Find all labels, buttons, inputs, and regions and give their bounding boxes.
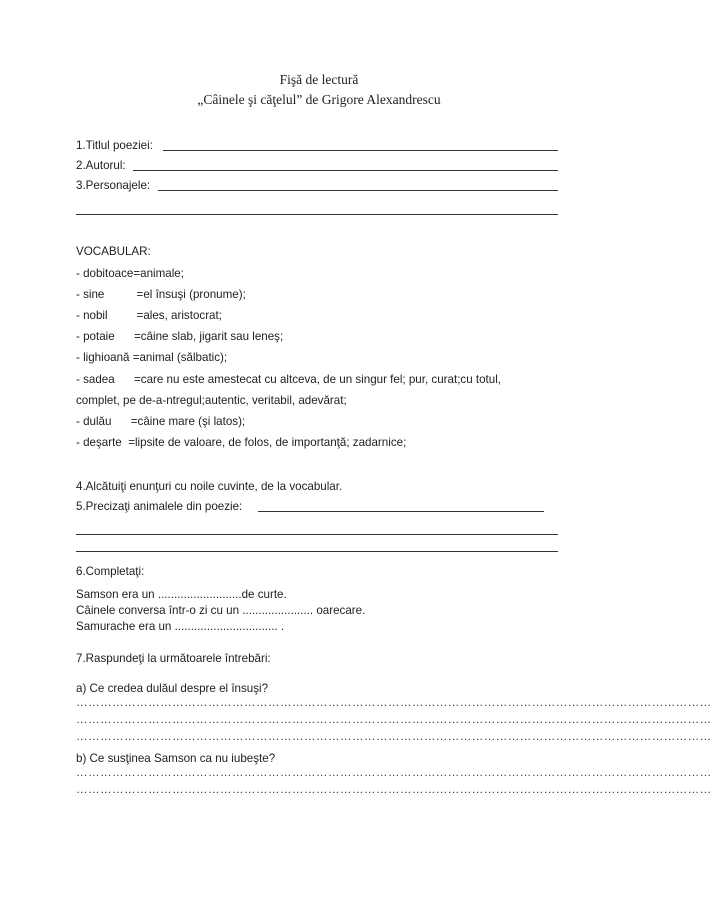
question-b: b) Ce susţinea Samson ca nu iubeşte? bbox=[76, 752, 276, 765]
vocabulary-item: - deşarte =lipsite de valoare, de folos, de importanţă; zadarnice; bbox=[76, 436, 407, 449]
fill-in-sentence: Samurache era un ................................ . bbox=[76, 620, 285, 633]
vocabulary-item: - sine =el însuşi (pronume); bbox=[76, 288, 246, 301]
question-sentences: 4.Alcătuiţi enunţuri cu noile cuvinte, de la vocabular. bbox=[76, 480, 343, 493]
vocabulary-item: - sadea =care nu este amestecat cu altceva, de un singur fel; pur, curat;cu totul, bbox=[76, 373, 502, 386]
answer-dotted-line[interactable]: …………………………………………………………………………………………………………………………………………… bbox=[76, 696, 712, 709]
vocabulary-item: - dulău =câine mare (şi latos); bbox=[76, 415, 246, 428]
answer-line-characters[interactable] bbox=[158, 179, 558, 191]
answer-dotted-line[interactable]: …………………………………………………………………………………………………………………………………………… bbox=[76, 713, 712, 726]
answer-line-title[interactable] bbox=[163, 139, 558, 151]
worksheet-subtitle: „Câinele şi căţelul” de Grigore Alexandrescu bbox=[197, 92, 441, 107]
answer-dotted-line[interactable]: …………………………………………………………………………………………………………………………………………… bbox=[76, 766, 712, 779]
fill-in-sentence: Câinele conversa într-o zi cu un ...................... oarecare. bbox=[76, 604, 366, 617]
vocabulary-heading: VOCABULAR: bbox=[76, 245, 151, 258]
answer-line-animals[interactable] bbox=[258, 500, 544, 512]
answer-line-animals-3[interactable] bbox=[76, 540, 558, 552]
question-complete: 6.Completaţi: bbox=[76, 565, 145, 578]
question-author: 2.Autorul: bbox=[76, 159, 129, 172]
worksheet-title: Fişă de lectură bbox=[279, 72, 359, 87]
answer-dotted-line[interactable]: …………………………………………………………………………………………………………………………………………… bbox=[76, 730, 712, 743]
vocabulary-item: - nobil =ales, aristocrat; bbox=[76, 309, 222, 322]
question-answer: 7.Raspundeţi la următoarele întrebări: bbox=[76, 652, 271, 665]
vocabulary-item: - lighioană =animal (sălbatic); bbox=[76, 351, 228, 364]
question-a: a) Ce credea dulăul despre el însuşi? bbox=[76, 682, 269, 695]
answer-dotted-line[interactable]: …………………………………………………………………………………………………………………………………………… bbox=[76, 783, 712, 796]
answer-line-animals-2[interactable] bbox=[76, 523, 558, 535]
answer-line-author[interactable] bbox=[133, 159, 558, 171]
fill-in-sentence: Samson era un ..........................de curte. bbox=[76, 588, 287, 601]
vocabulary-item-continuation: complet, pe de-a-ntregul;autentic, veritabil, adevărat; bbox=[76, 394, 347, 407]
question-characters: 3.Personajele: bbox=[76, 179, 154, 192]
vocabulary-item: - dobitoace=animale; bbox=[76, 267, 184, 280]
question-animals: 5.Precizaţi animalele din poezie: bbox=[76, 500, 246, 513]
vocabulary-item: - potaie =câine slab, jigarit sau leneş; bbox=[76, 330, 284, 343]
answer-line-characters-2[interactable] bbox=[76, 203, 558, 215]
question-title: 1.Titlul poeziei: bbox=[76, 139, 157, 152]
